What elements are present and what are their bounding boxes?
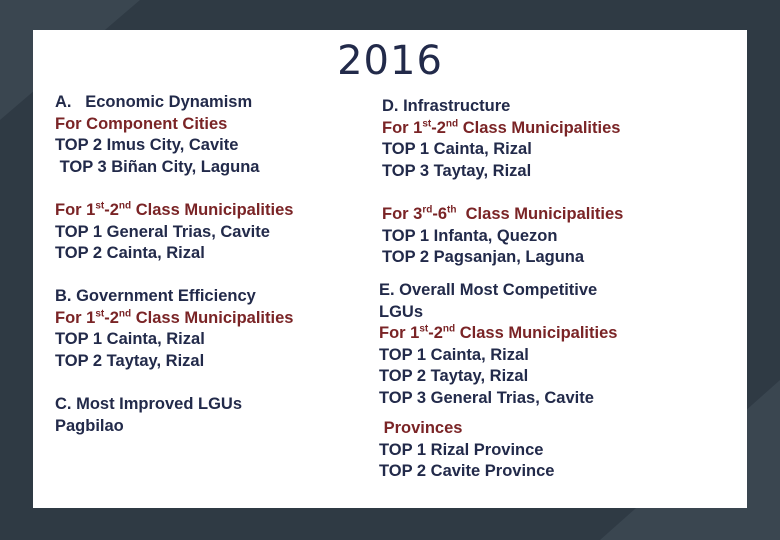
ranking-line: TOP 2 Pagsanjan, Laguna	[382, 248, 585, 266]
section-heading: C. Most Improved LGUs	[55, 395, 243, 413]
category-label: For 1st-2nd Class Municipalities	[382, 118, 621, 137]
section-government-efficiency	[55, 286, 293, 372]
category-label: Provinces	[379, 419, 463, 437]
section-heading: A. Economic Dynamism	[55, 93, 253, 111]
section-infrastructure-small	[382, 204, 623, 269]
section-economic-dynamism	[55, 92, 259, 178]
ranking-line: TOP 2 Taytay, Rizal	[55, 351, 205, 370]
section-most-improved	[55, 394, 242, 437]
category-label: For Component Cities	[55, 114, 228, 133]
section-heading: E. Overall Most Competitive	[379, 281, 598, 299]
slide-title: 2016	[337, 38, 443, 84]
category-label: For 1st-2nd Class Municipalities	[55, 200, 294, 219]
category-label: For 3rd-6th Class Municipalities	[382, 204, 624, 223]
category-label: For 1st-2nd Class Municipalities	[379, 323, 618, 342]
ranking-line: TOP 3 General Trias, Cavite	[379, 388, 594, 407]
section-heading: D. Infrastructure	[382, 97, 511, 115]
section-provinces	[379, 418, 554, 483]
section-economic-municipalities	[55, 200, 293, 265]
ranking-line: TOP 2 Imus City, Cavite	[55, 136, 239, 154]
ranking-line: TOP 1 Infanta, Quezon	[382, 226, 558, 245]
section-overall-competitive	[379, 280, 617, 409]
ranking-line: TOP 1 Rizal Province	[379, 440, 544, 459]
section-infrastructure	[382, 96, 620, 182]
ranking-line: TOP 3 Taytay, Rizal	[382, 161, 532, 180]
ranking-line: TOP 2 Taytay, Rizal	[379, 367, 529, 385]
ranking-line: TOP 1 General Trias, Cavite	[55, 222, 270, 241]
ranking-line: TOP 2 Cavite Province	[379, 462, 555, 480]
section-heading-cont: LGUs	[379, 302, 424, 321]
ranking-line: TOP 1 Cainta, Rizal	[379, 345, 529, 364]
ranking-line: TOP 1 Cainta, Rizal	[382, 140, 532, 158]
ranking-line: Pagbilao	[55, 416, 124, 435]
ranking-line: TOP 2 Cainta, Rizal	[55, 244, 205, 262]
ranking-line: TOP 1 Cainta, Rizal	[55, 330, 205, 348]
ranking-line: TOP 3 Biñan City, Laguna	[55, 157, 260, 176]
section-heading: B. Government Efficiency	[55, 287, 256, 305]
category-label: For 1st-2nd Class Municipalities	[55, 308, 294, 327]
slide	[33, 30, 747, 508]
